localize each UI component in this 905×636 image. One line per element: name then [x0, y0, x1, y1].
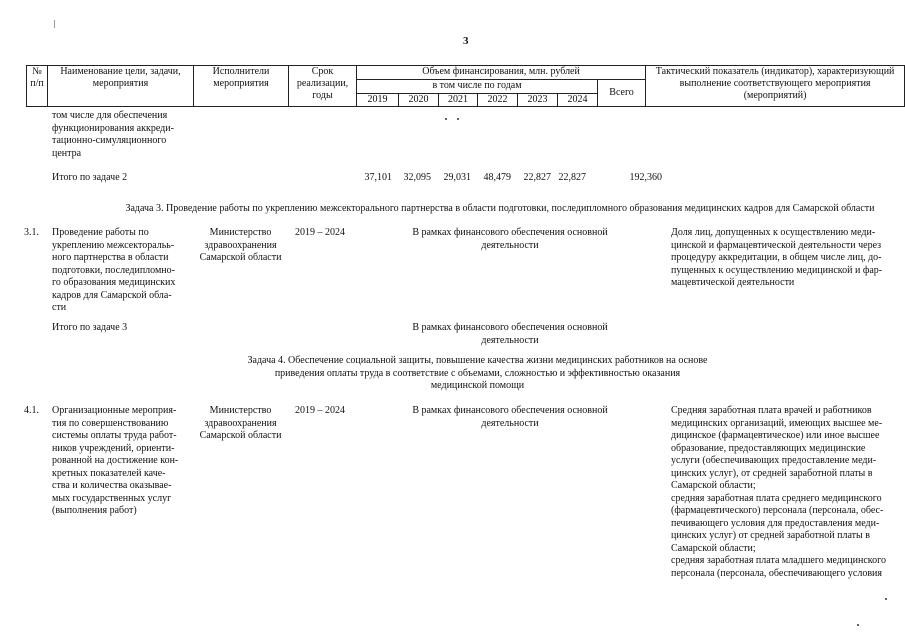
header-col-funding-sub: в том числе по годам	[357, 80, 598, 94]
text-line: сти	[52, 302, 67, 313]
text-line: Министерство	[209, 227, 272, 238]
text-line: системы оплаты труда работ-	[52, 430, 177, 441]
text-line: Средняя заработная плата врачей и работников	[671, 405, 872, 416]
scan-speck	[885, 598, 887, 600]
task2-value-total: 192,360	[629, 172, 662, 183]
text-line: медицинской помощи	[430, 380, 525, 391]
row-name	[52, 405, 190, 518]
text-line: тационно-симуляционного	[52, 135, 167, 146]
text-line: услуги (обеспечивающих предоставление меди-	[671, 455, 877, 466]
text-line: том числе для обеспечения	[52, 110, 168, 121]
task3-heading: Задача 3. Проведение работы по укреплению межсекторального партнерства в области подготовки, последипломного образования медицинских кадров для Самарской области	[125, 203, 875, 214]
text-line: рованной на достижение кон-	[52, 455, 179, 466]
text-line: Министерство	[209, 405, 272, 416]
header-col-num: № п/п	[27, 66, 48, 107]
text-line: Самарской области;	[671, 542, 756, 554]
row-executors	[193, 227, 288, 265]
row-indicator	[671, 405, 904, 580]
header-year: 2024	[558, 94, 598, 107]
header-year: 2021	[439, 94, 478, 107]
text-line: средняя заработная плата младшего медицинского	[671, 555, 886, 566]
text-line: приведения оплаты труда в соответствие с объемами, сложностью и эффективностью оказания	[274, 367, 681, 379]
scan-mark	[54, 20, 55, 28]
text-line: цинских услуг), от средней заработной платы в	[671, 467, 873, 479]
text-line: средняя заработная плата среднего медицинского	[671, 492, 882, 504]
text-line: В рамках финансового обеспечения основной	[412, 322, 608, 333]
row-term: 2019 – 2024	[295, 227, 345, 238]
row-funding	[380, 405, 640, 430]
header-col-name: Наименование цели, задачи, мероприятия	[48, 66, 194, 107]
row-number: 4.1.	[24, 405, 39, 416]
text-line: деятельности	[481, 334, 539, 346]
text-line: Задача 4. Обеспечение социальной защиты, повышение качества жизни медицинских работников на основе	[247, 355, 708, 366]
scan-speck	[857, 624, 859, 626]
scan-speck	[445, 118, 447, 120]
text-line: ников учреждений, ориенти-	[52, 442, 175, 454]
header-col-executors: Исполнители мероприятия	[194, 66, 289, 107]
text-line: мацевтической деятельности	[671, 277, 795, 288]
task2-value-2024: 22,827	[558, 172, 586, 183]
page-number: 3	[463, 35, 469, 47]
text-line: В рамках финансового обеспечения основной	[412, 405, 608, 416]
row-executors	[193, 405, 288, 443]
text-line: медицинских организаций, имеющих высшее ме-	[671, 417, 883, 429]
text-line: ного партнерства в области	[52, 252, 169, 263]
table-header	[26, 65, 905, 107]
row-indicator	[671, 227, 904, 290]
scan-speck	[457, 118, 459, 120]
text-line: мых государственных услуг	[52, 492, 172, 504]
task2-value-2021: 29,031	[443, 172, 471, 183]
row-number: 3.1.	[24, 227, 39, 238]
task2-value-2019: 37,101	[364, 172, 392, 183]
task2-value-2023: 22,827	[523, 172, 551, 183]
row-term: 2019 – 2024	[295, 405, 345, 416]
header-col-funding: Объем финансирования, млн. рублей	[357, 66, 646, 80]
text-line: процедуру аккредитации, в общем числе лиц, до-	[671, 252, 882, 263]
text-line: цинской и фармацевтической деятельности через	[671, 239, 882, 251]
text-line: пущенных к осуществлению медицинской и фар-	[671, 264, 883, 276]
text-line: В рамках финансового обеспечения основной	[412, 227, 608, 238]
text-line: функционирования аккреди-	[52, 122, 174, 134]
header-year: 2023	[518, 94, 558, 107]
header-col-term: Срок реализации, годы	[289, 66, 357, 107]
task3-total-funding	[380, 322, 640, 347]
task4-heading	[200, 355, 755, 393]
header-col-indicator: Тактический показатель (индикатор), характеризующий выполнение соответствующего мероприятия (мероприятий)	[646, 66, 905, 107]
text-line: образование, предоставляющих медицинские	[671, 442, 866, 454]
text-line: персонала (персонала, обеспечивающего условия	[671, 567, 882, 579]
text-line: здравоохранения	[204, 239, 277, 251]
text-line: Самарской области	[199, 430, 282, 441]
text-line: (выполнения работ)	[52, 505, 137, 516]
text-line: Организационные мероприя-	[52, 405, 177, 416]
text-line: го образования медицинских	[52, 277, 176, 288]
continuation-text	[52, 110, 192, 160]
text-line: печивающего условия для предоставления меди-	[671, 517, 880, 529]
text-line: кадров для Самарской обла-	[52, 289, 172, 301]
task2-total-label: Итого по задаче 2	[52, 172, 128, 183]
header-col-total: Всего	[598, 80, 646, 107]
text-line: подготовки, последипломно-	[52, 264, 175, 276]
task2-value-2020: 32,095	[403, 172, 431, 183]
text-line: укреплению межсекторальь-	[52, 239, 175, 251]
text-line: Самарской области;	[671, 480, 756, 491]
header-year: 2022	[478, 94, 518, 107]
text-line: (фармацевтического) персонала (персонала, обес-	[671, 505, 884, 516]
text-line: Проведение работы по	[52, 227, 149, 238]
text-line: Доля лиц, допущенных к осуществлению меди-	[671, 227, 876, 238]
text-line: цинских услуг) от средней заработной платы в	[671, 530, 870, 541]
text-line: тия по совершенствованию	[52, 417, 169, 429]
text-line: кретных показателей каче-	[52, 467, 166, 479]
text-line: дицинское (фармацевтическое) или иное высшее	[671, 430, 880, 441]
row-name	[52, 227, 190, 315]
text-line: ства и количества оказывае-	[52, 480, 172, 491]
text-line: здравоохранения	[204, 417, 277, 429]
task3-total-label: Итого по задаче 3	[52, 322, 128, 333]
header-year: 2019	[357, 94, 399, 107]
row-funding	[380, 227, 640, 252]
header-year: 2020	[399, 94, 439, 107]
text-line: деятельности	[481, 239, 539, 251]
text-line: центра	[52, 147, 82, 159]
task2-value-2022: 48,479	[483, 172, 511, 183]
text-line: деятельности	[481, 417, 539, 429]
text-line: Самарской области	[199, 252, 282, 263]
